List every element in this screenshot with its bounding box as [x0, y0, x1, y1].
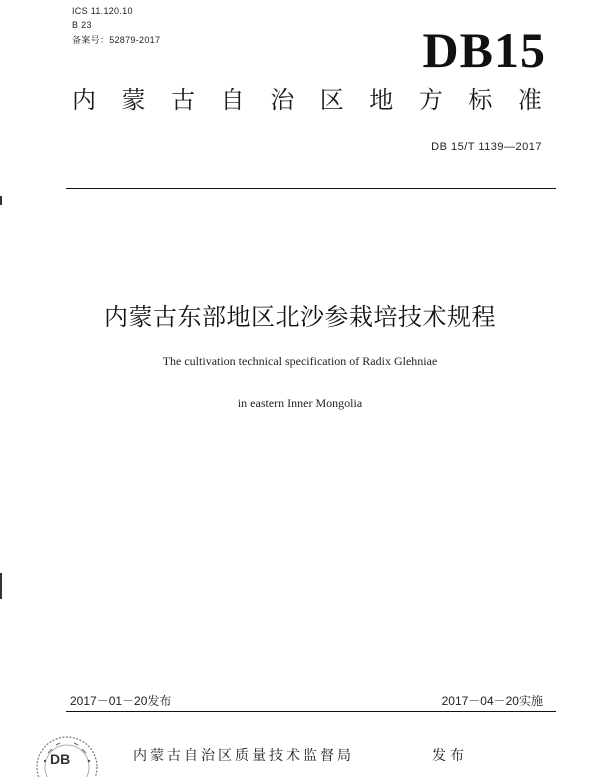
- standard-type-char: 蒙: [121, 86, 146, 114]
- standard-type-char: 自: [220, 86, 245, 114]
- ccs-code: B 23: [72, 20, 92, 30]
- chinese-title: 内蒙古东部地区北沙参栽培技术规程: [104, 303, 496, 331]
- standard-type: [72, 85, 542, 115]
- standard-type-char: 内: [72, 86, 96, 114]
- english-title-line-2: in eastern Inner Mongolia: [237, 396, 363, 410]
- implementation-date: 2017－04－20实施: [441, 694, 543, 708]
- seal-text: DB: [50, 751, 71, 767]
- standard-type-char: 标: [468, 86, 493, 114]
- bottom-divider: [66, 711, 556, 712]
- standard-type-char: 治: [270, 86, 295, 114]
- standard-type-char: 准: [517, 86, 542, 114]
- scan-artifact: [0, 573, 2, 599]
- top-divider: [66, 188, 556, 189]
- standard-number: DB 15/T 1139—2017: [431, 141, 542, 153]
- issuer-seal: [28, 727, 106, 777]
- scan-artifact: [0, 196, 2, 205]
- record-number: 备案号：52879-2017: [72, 35, 161, 45]
- issue-date: 2017－01－20发布: [70, 694, 172, 708]
- issue-verb: 发布: [432, 748, 468, 764]
- standard-type-char: 方: [418, 86, 443, 114]
- standard-type-char: 地: [369, 86, 394, 114]
- standard-code: DB15: [422, 22, 546, 78]
- issuing-authority: 内蒙古自治区质量技术监督局: [133, 748, 354, 764]
- ics-code: ICS 11.120.10: [72, 6, 133, 16]
- english-title-line-1: The cultivation technical specification of Radix Glehniae: [162, 354, 438, 368]
- standard-type-char: 古: [171, 86, 196, 114]
- standard-type-char: 区: [319, 86, 344, 114]
